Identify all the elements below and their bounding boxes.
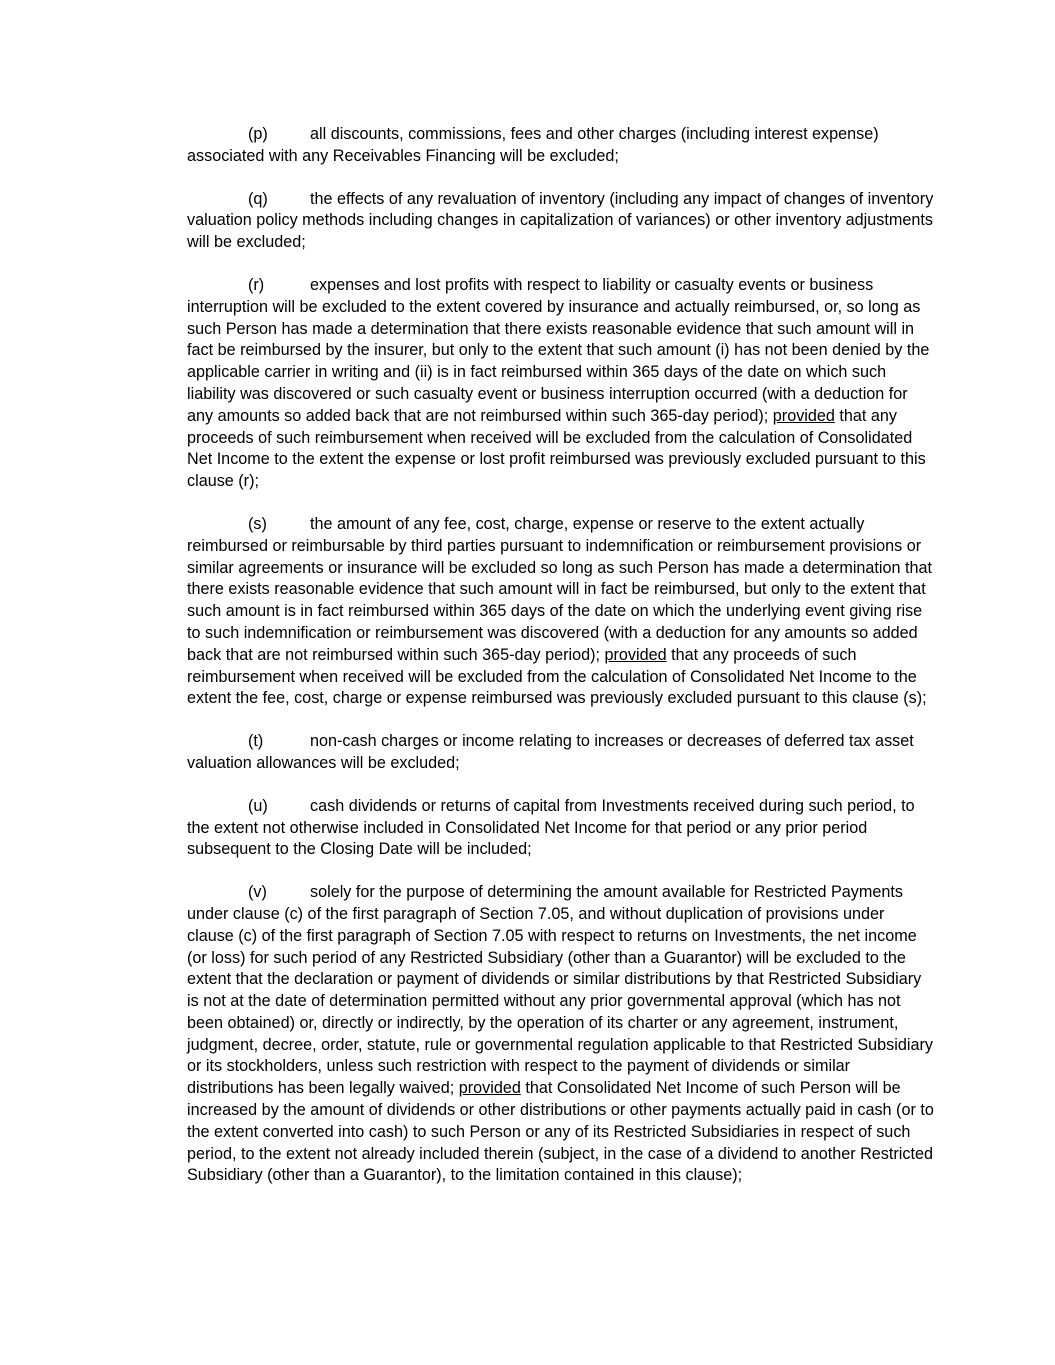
clause-text: the amount of any fee, cost, charge, expense or reserve to the extent actually reimbursed or reimbursable by third parties pursuant to indemnification or reimbursement provisions or similar agreements or insurance will be excluded so long as such Person has made a determination that there exists reasonable evidence that such amount will in fact be reimbursed, but only to the extent that such amount is in fact reimbursed within 365 days of the date on which the underlying event giving rise to such indemnification or reimbursement was discovered (with a deduction for any amounts so added back that are not reimbursed within such 365-day period); — [187, 514, 933, 664]
clause-v — [187, 882, 935, 1187]
document-page — [187, 124, 935, 1208]
clause-r — [187, 275, 935, 493]
clause-text: cash dividends or returns of capital from Investments received during such period, to the extent not otherwise included in Consolidated Net Income for that period or any prior period subsequent to the Closing Date will be included; — [187, 796, 915, 859]
clause-text: expenses and lost profits with respect to liability or casualty events or business interruption will be excluded to the extent covered by insurance and actually reimbursed, or, so long as such Person has made a determination that there exists reasonable evidence that such amount will in fact be reimbursed by the insurer, but only to the extent that such amount (i) has not been denied by the applicable carrier in writing and (ii) is in fact reimbursed within 365 days of the date on which such liability was discovered or such casualty event or business interruption occurred (with a deduction for any amounts so added back that are not reimbursed within such 365-day period); — [187, 275, 930, 425]
provided-term: provided — [772, 406, 835, 425]
clause-t — [187, 731, 935, 775]
clause-label: (v) — [248, 883, 267, 902]
clause-text: solely for the purpose of determining the amount available for Restricted Payments under clause (c) of the first paragraph of Section 7.05, and without duplication of provisions under clause (c) of the first paragraph of Section 7.05 with respect to returns on Investments, the net income (or loss) for such period of any Restricted Subsidiary (other than a Guarantor) will be excluded to the extent that the declaration or payment of dividends or similar distributions by that Restricted Subsidiary is not at the date of determination permitted without any prior governmental approval (which has not been obtained) or, directly or indirectly, by the operation of its charter or any agreement, instrument, judgment, decree, order, statute, rule or governmental regulation applicable to that Restricted Subsidiary or its stockholders, unless such restriction with respect to the payment of dividends or similar distributions has been legally waived; — [187, 883, 933, 1098]
clause-label: (t) — [248, 732, 264, 751]
clause-text: all discounts, commissions, fees and other charges (including interest expense) associated with any Receivables Financing will be excluded; — [187, 125, 879, 165]
clause-label: (q) — [248, 189, 268, 208]
clause-text-continued: that Consolidated Net Income of such Person will be increased by the amount of dividends or other distributions or other payments actually paid in cash (or to the extent converted into cash) to such Person or any of its Restricted Subsidiaries in respect of such period, to the extent not already included therein (subject, in the case of a dividend to another Restricted Subsidiary (other than a Guarantor), to the limitation contained in this clause); — [187, 1079, 934, 1185]
clause-label: (p) — [248, 125, 268, 143]
clause-label: (r) — [248, 275, 265, 294]
clause-text-continued: that any proceeds of such reimbursement when received will be excluded from the calculation of Consolidated Net Income to the extent the expense or lost profit reimbursed was previously excluded pursuant to this clause (r); — [187, 406, 926, 491]
provided-term: provided — [458, 1079, 521, 1098]
clause-text: the effects of any revaluation of inventory (including any impact of changes of inventory valuation policy methods including changes in capitalization of variances) or other inventory adjustments will be excluded; — [187, 189, 934, 252]
clause-s — [187, 514, 935, 710]
clause-label: (s) — [248, 514, 267, 533]
clause-text-continued: that any proceeds of such reimbursement when received will be excluded from the calculation of Consolidated Net Income to the extent the fee, cost, charge or expense reimbursed was previously excluded pursuant to this clause (s); — [187, 645, 927, 708]
clause-p — [187, 124, 935, 168]
clause-q — [187, 189, 935, 254]
clause-u — [187, 796, 935, 861]
provided-term: provided — [604, 645, 667, 664]
clause-label: (u) — [248, 796, 268, 815]
clause-text: non-cash charges or income relating to increases or decreases of deferred tax asset valuation allowances will be excluded; — [187, 732, 914, 772]
